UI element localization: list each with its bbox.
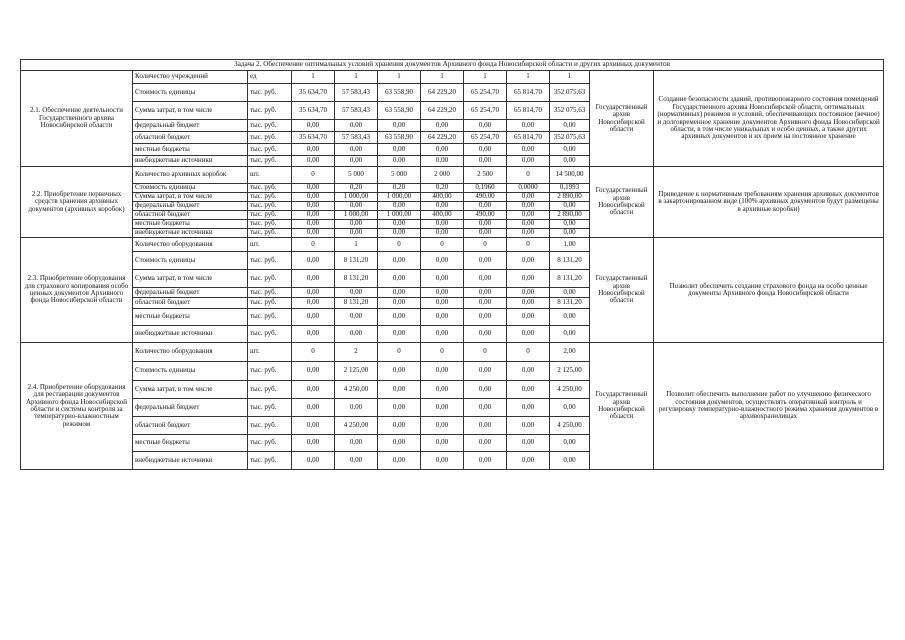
value-cell: 2 500 — [464, 167, 507, 184]
value-cell: 65 254,70 — [464, 102, 507, 120]
value-cell: 0,00 — [550, 144, 590, 156]
unit-cell: тыс. руб. — [248, 184, 292, 193]
value-cell: 0,00 — [421, 202, 464, 211]
value-cell: 0,00 — [550, 220, 590, 229]
value-cell: 0,00 — [292, 362, 335, 381]
unit-cell: тыс. руб. — [248, 417, 292, 435]
unit-cell: шт. — [248, 343, 292, 362]
value-cell: 0,00 — [464, 202, 507, 211]
unit-cell: шт. — [248, 238, 292, 252]
value-cell: 0 — [507, 238, 550, 252]
value-cell: 0,00 — [378, 288, 421, 298]
value-cell: 0,00 — [550, 120, 590, 132]
value-cell: 35 634,70 — [292, 132, 335, 144]
value-cell: 352 075,63 — [550, 102, 590, 120]
indicator-cell: Сумма затрат, в том числе — [133, 270, 248, 288]
value-cell: 0,00 — [421, 435, 464, 452]
unit-cell: тыс. руб. — [248, 193, 292, 202]
value-cell: 352 075,63 — [550, 132, 590, 144]
indicator-cell: местные бюджеты — [133, 435, 248, 452]
indicator-cell: Стоимость единицы — [133, 362, 248, 381]
unit-cell: тыс. руб. — [248, 435, 292, 452]
value-cell: 0,00 — [464, 435, 507, 452]
unit-cell: тыс. руб. — [248, 211, 292, 220]
executor-cell: Государственный архив Новосибирской области — [590, 71, 654, 167]
value-cell: 8 131,20 — [335, 270, 378, 288]
value-cell: 0,00 — [421, 120, 464, 132]
value-cell: 0,00 — [464, 381, 507, 399]
unit-cell: тыс. руб. — [248, 381, 292, 399]
unit-cell: тыс. руб. — [248, 298, 292, 309]
value-cell: 0,00 — [464, 288, 507, 298]
value-cell: 0 — [464, 343, 507, 362]
value-cell: 0,00 — [292, 229, 335, 238]
executor-cell: Государственный архив Новосибирской области — [590, 238, 654, 343]
value-cell: 0,00 — [292, 270, 335, 288]
value-cell: 0,00 — [292, 193, 335, 202]
value-cell: 0,00 — [421, 229, 464, 238]
value-cell: 65 254,70 — [464, 132, 507, 144]
table-row — [21, 343, 884, 362]
value-cell: 0,00 — [464, 144, 507, 156]
value-cell: 1 000,00 — [335, 193, 378, 202]
value-cell: 0,00 — [378, 202, 421, 211]
value-cell: 0,00 — [421, 326, 464, 343]
value-cell: 0,00 — [378, 252, 421, 270]
value-cell: 1 — [550, 71, 590, 84]
value-cell: 0,00 — [464, 298, 507, 309]
value-cell: 8 131,20 — [550, 252, 590, 270]
value-cell: 0,1993 — [550, 184, 590, 193]
value-cell: 0,00 — [464, 270, 507, 288]
table-row — [21, 238, 884, 252]
unit-cell: тыс. руб. — [248, 220, 292, 229]
value-cell: 0,00 — [507, 120, 550, 132]
value-cell: 0,00 — [378, 229, 421, 238]
value-cell: 64 229,20 — [421, 84, 464, 102]
value-cell: 1 — [335, 238, 378, 252]
value-cell: 0,00 — [378, 298, 421, 309]
value-cell: 0,00 — [335, 229, 378, 238]
value-cell: 0,00 — [507, 326, 550, 343]
unit-cell: тыс. руб. — [248, 229, 292, 238]
value-cell: 0,00 — [335, 288, 378, 298]
value-cell: 0,00 — [507, 452, 550, 470]
value-cell: 0,00 — [378, 452, 421, 470]
indicator-cell: местные бюджеты — [133, 144, 248, 156]
value-cell: 0,00 — [378, 417, 421, 435]
unit-cell: тыс. руб. — [248, 252, 292, 270]
indicator-cell: местные бюджеты — [133, 220, 248, 229]
value-cell: 0 — [507, 167, 550, 184]
unit-cell: тыс. руб. — [248, 202, 292, 211]
value-cell: 0,00 — [507, 435, 550, 452]
value-cell: 65 254,70 — [464, 84, 507, 102]
value-cell: 1 — [378, 71, 421, 84]
value-cell: 0,00 — [550, 309, 590, 326]
value-cell: 0,00 — [421, 417, 464, 435]
executor-cell: Государственный архив Новосибирской области — [590, 343, 654, 470]
value-cell: 0,00 — [464, 120, 507, 132]
section-name: 2.2. Приобретение первичных средств хранения архивных документов (архивных коробок) — [21, 167, 133, 238]
value-cell: 0,00 — [550, 202, 590, 211]
unit-cell: тыс. руб. — [248, 452, 292, 470]
value-cell: 63 558,90 — [378, 132, 421, 144]
value-cell: 0,00 — [550, 288, 590, 298]
value-cell: 0 — [507, 343, 550, 362]
value-cell: 0,00 — [550, 229, 590, 238]
value-cell: 0,00 — [464, 220, 507, 229]
value-cell: 0 — [464, 238, 507, 252]
value-cell: 0,00 — [292, 202, 335, 211]
value-cell: 57 583,43 — [335, 84, 378, 102]
value-cell: 0,00 — [464, 309, 507, 326]
value-cell: 1,00 — [550, 238, 590, 252]
indicator-cell: Стоимость единицы — [133, 252, 248, 270]
value-cell: 1 — [335, 71, 378, 84]
value-cell: 0 — [421, 238, 464, 252]
value-cell: 0,00 — [550, 435, 590, 452]
value-cell: 0 — [421, 343, 464, 362]
value-cell: 0,00 — [507, 156, 550, 167]
value-cell: 0,00 — [464, 156, 507, 167]
value-cell: 0,00 — [550, 399, 590, 417]
value-cell: 1 000,00 — [335, 211, 378, 220]
indicator-cell: Количество архивных коробок — [133, 167, 248, 184]
task-title-row — [21, 60, 884, 71]
indicator-cell: областной бюджет — [133, 417, 248, 435]
value-cell: 0,00 — [550, 452, 590, 470]
value-cell: 0,00 — [507, 193, 550, 202]
value-cell: 2,00 — [550, 343, 590, 362]
value-cell: 4 250,00 — [550, 417, 590, 435]
value-cell: 0,00 — [335, 435, 378, 452]
value-cell: 0,00 — [464, 399, 507, 417]
table-row — [21, 71, 884, 84]
value-cell: 0,00 — [292, 211, 335, 220]
value-cell: 0,00 — [378, 144, 421, 156]
unit-cell: тыс. руб. — [248, 326, 292, 343]
unit-cell: тыс. руб. — [248, 144, 292, 156]
value-cell: 0,20 — [378, 184, 421, 193]
value-cell: 0,00 — [335, 120, 378, 132]
value-cell: 0,00 — [507, 362, 550, 381]
value-cell: 2 000 — [421, 167, 464, 184]
value-cell: 0,00 — [421, 288, 464, 298]
value-cell: 4 250,00 — [335, 381, 378, 399]
value-cell: 0,00 — [378, 156, 421, 167]
unit-cell: тыс. руб. — [248, 102, 292, 120]
unit-cell: тыс. руб. — [248, 362, 292, 381]
value-cell: 0,00 — [507, 220, 550, 229]
value-cell: 400,00 — [421, 193, 464, 202]
value-cell: 0,00 — [507, 309, 550, 326]
unit-cell: тыс. руб. — [248, 156, 292, 167]
value-cell: 0,00 — [378, 381, 421, 399]
indicator-cell: Количество оборудования — [133, 238, 248, 252]
value-cell: 0 — [378, 238, 421, 252]
value-cell: 35 634,70 — [292, 102, 335, 120]
value-cell: 0,00 — [507, 288, 550, 298]
indicator-cell: федеральный бюджет — [133, 288, 248, 298]
value-cell: 4 250,00 — [550, 381, 590, 399]
expected-result-cell: Позволит обеспечить создание страхового фонда на особо ценные документы Архивного фонда Новосибирской области — [654, 238, 884, 343]
value-cell: 65 814,70 — [507, 132, 550, 144]
value-cell: 0,00 — [378, 309, 421, 326]
value-cell: 0,00 — [507, 202, 550, 211]
indicator-cell: Сумма затрат, в том числе — [133, 102, 248, 120]
value-cell: 1 000,00 — [378, 193, 421, 202]
value-cell: 0,00 — [335, 202, 378, 211]
value-cell: 0,00 — [464, 252, 507, 270]
value-cell: 0,00 — [421, 399, 464, 417]
value-cell: 0,00 — [335, 326, 378, 343]
value-cell: 2 — [335, 343, 378, 362]
value-cell: 65 814,70 — [507, 102, 550, 120]
value-cell: 0,00 — [464, 326, 507, 343]
value-cell: 0,00 — [292, 144, 335, 156]
unit-cell: тыс. руб. — [248, 288, 292, 298]
value-cell: 490,00 — [464, 193, 507, 202]
value-cell: 0,00 — [378, 362, 421, 381]
value-cell: 0,00 — [550, 326, 590, 343]
task-title: Задача 2. Обеспечение оптимальных условий хранения документов Архивного фонда Новосибирской области и других архивных документов — [21, 60, 884, 71]
indicator-cell: внебюджетные источники — [133, 452, 248, 470]
value-cell: 0,00 — [507, 144, 550, 156]
indicator-cell: Стоимость единицы — [133, 184, 248, 193]
value-cell: 5 000 — [378, 167, 421, 184]
value-cell: 1 — [421, 71, 464, 84]
indicator-cell: Количество оборудования — [133, 343, 248, 362]
indicator-cell: внебюджетные источники — [133, 229, 248, 238]
value-cell: 0,00 — [464, 417, 507, 435]
indicator-cell: внебюджетные источники — [133, 326, 248, 343]
indicator-cell: Сумма затрат, в том числе — [133, 193, 248, 202]
value-cell: 0,00 — [421, 381, 464, 399]
unit-cell: ед — [248, 71, 292, 84]
value-cell: 0,00 — [507, 270, 550, 288]
value-cell: 1 000,00 — [378, 211, 421, 220]
value-cell: 0,20 — [421, 184, 464, 193]
value-cell: 0,00 — [335, 156, 378, 167]
value-cell: 14 500,00 — [550, 167, 590, 184]
value-cell: 2 125,00 — [550, 362, 590, 381]
value-cell: 57 583,43 — [335, 102, 378, 120]
indicator-cell: областной бюджет — [133, 211, 248, 220]
value-cell: 0,00 — [292, 381, 335, 399]
value-cell: 1 — [292, 71, 335, 84]
unit-cell: тыс. руб. — [248, 399, 292, 417]
value-cell: 0,00 — [292, 399, 335, 417]
value-cell: 0,00 — [378, 435, 421, 452]
value-cell: 0,00 — [292, 120, 335, 132]
value-cell: 63 558,90 — [378, 102, 421, 120]
unit-cell: тыс. руб. — [248, 84, 292, 102]
indicator-cell: внебюджетные источники — [133, 156, 248, 167]
value-cell: 5 000 — [335, 167, 378, 184]
value-cell: 2 890,00 — [550, 193, 590, 202]
value-cell: 0,00 — [421, 270, 464, 288]
value-cell: 0,00 — [335, 220, 378, 229]
value-cell: 65 814,70 — [507, 84, 550, 102]
unit-cell: шт. — [248, 167, 292, 184]
section-name: 2.4. Приобретение оборудования для реставрации документов Архивного фонда Новосибирской области и системы контроля за температурно-влажностным режимом — [21, 343, 133, 470]
value-cell: 0,00 — [464, 229, 507, 238]
value-cell: 0,00 — [507, 399, 550, 417]
value-cell: 57 583,43 — [335, 132, 378, 144]
value-cell: 0,00 — [421, 156, 464, 167]
value-cell: 0,00 — [335, 399, 378, 417]
value-cell: 0,00 — [292, 288, 335, 298]
value-cell: 1 — [507, 71, 550, 84]
unit-cell: тыс. руб. — [248, 309, 292, 326]
indicator-cell: областной бюджет — [133, 132, 248, 144]
value-cell: 0,20 — [335, 184, 378, 193]
indicator-cell: Количество учреждений — [133, 71, 248, 84]
value-cell: 0,00 — [421, 252, 464, 270]
value-cell: 0,00 — [335, 452, 378, 470]
value-cell: 0,00 — [292, 220, 335, 229]
value-cell: 0,00 — [335, 309, 378, 326]
value-cell: 0,00 — [421, 362, 464, 381]
value-cell: 0,00 — [292, 156, 335, 167]
table-row — [21, 167, 884, 184]
value-cell: 0,00 — [421, 220, 464, 229]
value-cell: 1 — [464, 71, 507, 84]
value-cell: 0,00 — [378, 399, 421, 417]
value-cell: 352 075,63 — [550, 84, 590, 102]
indicator-cell: Сумма затрат, в том числе — [133, 381, 248, 399]
value-cell: 0,00 — [507, 252, 550, 270]
value-cell: 8 131,20 — [550, 298, 590, 309]
unit-cell: тыс. руб. — [248, 132, 292, 144]
value-cell: 0,00 — [464, 452, 507, 470]
value-cell: 35 634,70 — [292, 84, 335, 102]
value-cell: 0,00 — [421, 452, 464, 470]
expected-result-cell: Позволит обеспечить выполнение работ по улучшению физического состояния документов, осуществлять оперативный контроль и регулировку температурно-влажностного режима хранения документов в архивохранилищах — [654, 343, 884, 470]
value-cell: 0,00 — [507, 417, 550, 435]
value-cell: 0 — [378, 343, 421, 362]
value-cell: 0,00 — [507, 381, 550, 399]
value-cell: 0,00 — [550, 156, 590, 167]
value-cell: 0,00 — [421, 298, 464, 309]
indicator-cell: федеральный бюджет — [133, 202, 248, 211]
value-cell: 0,00 — [292, 417, 335, 435]
value-cell: 0,00 — [292, 452, 335, 470]
value-cell: 0,00 — [507, 229, 550, 238]
value-cell: 0,00 — [378, 326, 421, 343]
value-cell: 0,00 — [292, 298, 335, 309]
executor-cell: Государственный архив Новосибирской области — [590, 167, 654, 238]
program-table — [20, 59, 884, 470]
value-cell: 0,1960 — [464, 184, 507, 193]
indicator-cell: местные бюджеты — [133, 309, 248, 326]
unit-cell: тыс. руб. — [248, 270, 292, 288]
value-cell: 8 131,20 — [335, 252, 378, 270]
value-cell: 0 — [292, 238, 335, 252]
value-cell: 4 250,00 — [335, 417, 378, 435]
value-cell: 0,00 — [378, 120, 421, 132]
value-cell: 0,00 — [464, 362, 507, 381]
value-cell: 0,00 — [421, 144, 464, 156]
value-cell: 0,00 — [507, 211, 550, 220]
expected-result-cell: Приведение к нормативным требованиям хранения архивных документов в закартонированном виде (100% архивных документов будут размещены в архивные коробки) — [654, 167, 884, 238]
section-name: 2.3. Приобретение оборудования для страхового копирования особо ценных документов Архивного фонда Новосибирской области — [21, 238, 133, 343]
value-cell: 0,00 — [507, 298, 550, 309]
value-cell: 63 558,90 — [378, 84, 421, 102]
value-cell: 0 — [292, 167, 335, 184]
expected-result-cell: Создание безопасности зданий, противопожарного состояния помещений Государственного архива Новосибирской области, оптимальных (нормативных) режимов и условий, обеспечивающих постоянное (вечное) и долговременное хранение документов Архивного фонда Новосибирской области, в том числе уникальных и особо ценных, а также других архивных документов и их прием на постоянное хранение — [654, 71, 884, 167]
indicator-cell: федеральный бюджет — [133, 120, 248, 132]
value-cell: 490,00 — [464, 211, 507, 220]
value-cell: 0,00 — [292, 326, 335, 343]
value-cell: 0,00 — [378, 220, 421, 229]
section-name: 2.1. Обеспечение деятельности Государственного архива Новосибирской области — [21, 71, 133, 167]
indicator-cell: федеральный бюджет — [133, 399, 248, 417]
value-cell: 64 229,20 — [421, 132, 464, 144]
indicator-cell: областной бюджет — [133, 298, 248, 309]
indicator-cell: Стоимость единицы — [133, 84, 248, 102]
unit-cell: тыс. руб. — [248, 120, 292, 132]
value-cell: 0,00 — [292, 252, 335, 270]
value-cell: 0,00 — [421, 309, 464, 326]
value-cell: 0,00 — [292, 435, 335, 452]
value-cell: 2 125,00 — [335, 362, 378, 381]
value-cell: 0,0000 — [507, 184, 550, 193]
value-cell: 8 131,20 — [550, 270, 590, 288]
value-cell: 0 — [292, 343, 335, 362]
value-cell: 0,00 — [292, 309, 335, 326]
value-cell: 2 890,00 — [550, 211, 590, 220]
value-cell: 0,00 — [378, 270, 421, 288]
value-cell: 0,00 — [292, 184, 335, 193]
value-cell: 64 229,20 — [421, 102, 464, 120]
value-cell: 400,00 — [421, 211, 464, 220]
value-cell: 8 131,20 — [335, 298, 378, 309]
value-cell: 0,00 — [335, 144, 378, 156]
